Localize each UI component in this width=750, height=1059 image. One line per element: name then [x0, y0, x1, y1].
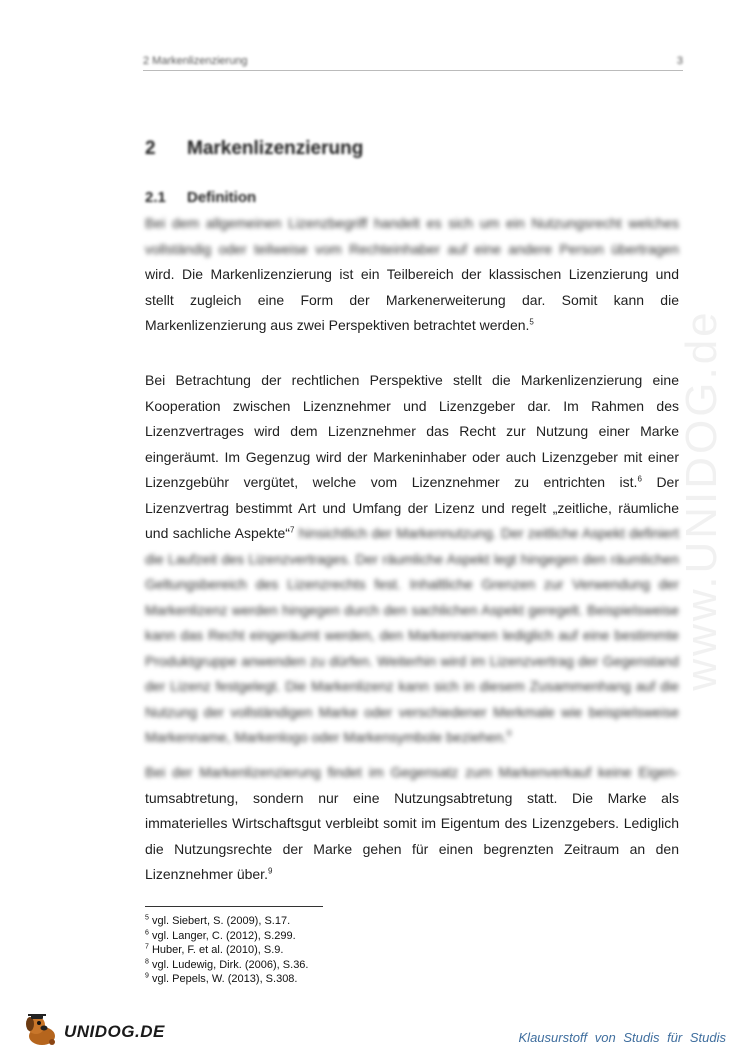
footnote: $^8$ vgl. Ludewig, Dirk. (2006), S.36. [145, 957, 309, 971]
paragraph-text: Bei Betrachtung der rechtlichen Perspektive stellt die Markenlizenzierung eine Kooperation zwischen Lizenznehmer und Lizenzgeber dar. Im Rahmen des Lizenzvertrages wird dem Lizenznehmer das Recht zur Nutzung einer Marke eingeräumt. Im Gegenzug wird der Markeninhaber oder auch Lizenzgeber mit einer Lizenzgebühr vergütet, welche vom Lizenznehmer zu entrichten ist. [145, 372, 679, 490]
watermark: www.UNIDOG.de [677, 309, 726, 691]
chapter-number: 2 [145, 138, 156, 159]
footnote-divider [145, 906, 323, 907]
paragraph-text: tumsabtretung, sondern nur eine Nutzungsabtretung statt. Die Marke als immaterielles Wirtschaftsgut verbleibt somit im Eigentum des Lizenzgebers. Lediglich die Nutzungsrechte der Marke gehen für einen begrenzten Zeitraum an den Lizenznehmer über. [145, 789, 679, 882]
running-header-title: 2 Markenlizenzierung [143, 55, 248, 67]
footer-tagline: Klausurstoff von Studis für Studis [518, 1030, 726, 1045]
footnote: $^9$ vgl. Pepels, W. (2013), S.308. [145, 972, 298, 985]
footnote-ref: 8 [506, 729, 512, 739]
footnote: $^7$ Huber, F. et al. (2010), S.9. [145, 943, 284, 956]
paragraph-2 [145, 368, 679, 751]
blurred-text: Bei der Markenlizenzierung findet im Gegensatz zum Markenverkauf keine Eigen- [145, 764, 679, 780]
page-number: 3 [676, 55, 683, 67]
blurred-text: Bei dem allgemeinen Lizenzbegriff handelt es sich um ein Nutzungsrecht welches vollständig oder teilweise vom Rechteinhaber auf eine andere Person übertragen [145, 215, 679, 257]
unidog-logo [22, 1012, 165, 1048]
footnote-ref: 7 [289, 525, 295, 535]
paragraph-text: wird. Die Markenlizenzierung ist ein Teilbereich der klassischen Lizenzierung und stellt zugleich eine Form der Markenerweiterung dar. Somit kann die Markenlizenzierung aus zwei Perspektiven betrachtet werden. [145, 266, 679, 333]
chapter-heading [145, 138, 363, 160]
blurred-text: hinsichtlich der Markennutzung. Der zeitliche Aspekt definiert die Laufzeit des Lizenzvertrages. Der räumliche Aspekt legt hingegen den räumlichen Geltungsbereich des Lizenzrechts fest. Inhaltliche Grenzen zur Verwendung der Markenlizenz werden hingegen durch den sachlichen Aspekt geregelt. Beispielsweise kann das Recht eingeräumt werden, den Markennamen lediglich auf eine bestimmte Produktgruppe anwenden zu dürfen. Weiterhin wird im Lizenzvertrag der Gegenstand der Lizenz festgelegt. Die Markenlizenz kann sich in diesem Zusammenhang auf die Nutzung der vollständigen Marke oder verschiedener Merkmale wie beispielsweise Markenname, Markenlogo oder Markensymbole beziehen. [145, 525, 680, 745]
paragraph-text: Der Lizenzvertrag bestimmt Art und Umfang der Lizenz und regelt „zeitliche, räumliche und sachliche Aspekte“ [145, 474, 680, 541]
section-title: Definition [187, 189, 257, 206]
footnotes [145, 914, 308, 987]
footnote: $^6$ vgl. Langer, C. (2012), S.299. [145, 928, 296, 942]
dog-icon [22, 1012, 62, 1048]
paragraph-1 [145, 211, 679, 339]
footnote: $^5$ vgl. Siebert, S. (2009), S.17. [145, 914, 291, 927]
section-number: 2.1 [145, 189, 166, 206]
logo-text: UNIDOG.DE [64, 1022, 165, 1041]
footnote-ref: 9 [267, 866, 273, 876]
section-heading [145, 189, 256, 206]
running-header [143, 52, 683, 71]
footnote-ref: 6 [637, 474, 642, 484]
footnote-ref: 5 [529, 317, 534, 327]
paragraph-3 [145, 760, 679, 888]
chapter-title: Markenlizenzierung [187, 138, 364, 159]
